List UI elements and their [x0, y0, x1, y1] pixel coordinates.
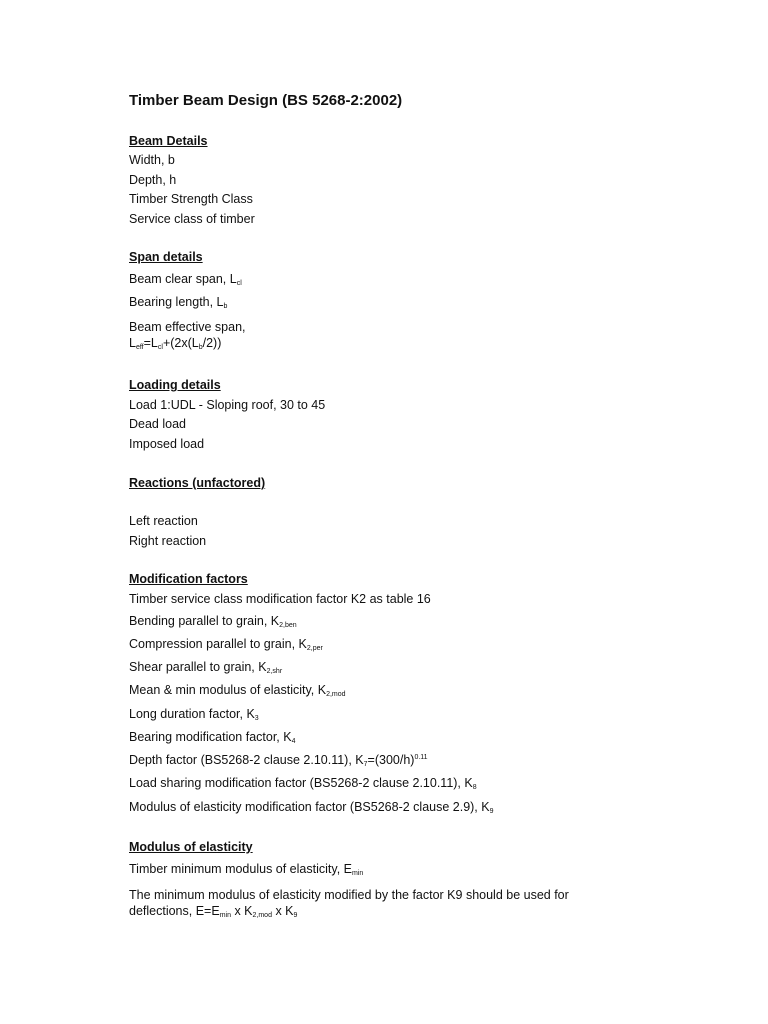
loading-details-heading: Loading details	[129, 378, 221, 392]
load1-label: Load 1:UDL - Sloping roof, 30 to 45	[129, 398, 326, 412]
formula-sub-cl: cl	[157, 344, 163, 351]
modulus-factor-label	[129, 799, 494, 815]
modification-factors-heading: Modification factors	[129, 572, 248, 586]
formula-mid: +(2x(L	[162, 336, 199, 350]
imposed-load-label: Imposed load	[129, 437, 205, 451]
modulus-k2-label	[129, 682, 346, 698]
bearing-length-text: Bearing length, L	[129, 295, 224, 309]
bearing-length-label	[129, 294, 227, 310]
emin-label	[129, 861, 363, 877]
bending-subscript: 2,ben	[279, 622, 297, 629]
formula-end: /2))	[202, 336, 222, 350]
bearing-factor-text: Bearing modification factor, K	[129, 730, 292, 744]
effective-span-label: Beam effective span,	[129, 320, 246, 334]
note-x1: x K	[230, 904, 253, 918]
formula-sub-b: b	[198, 344, 203, 351]
reactions-heading: Reactions (unfactored)	[129, 476, 266, 490]
depth-factor-text: Depth factor (BS5268-2 clause 2.10.11), K	[129, 753, 364, 767]
note-line-2	[129, 903, 297, 919]
depth-factor-mid: =(300/h)	[367, 753, 415, 767]
service-class-label: Service class of timber	[129, 212, 255, 226]
depth-factor-label	[129, 752, 428, 768]
modulus-factor-text: Modulus of elasticity modification factor (BS5268-2 clause 2.9), K	[129, 800, 490, 814]
clear-span-text: Beam clear span, L	[129, 272, 237, 286]
depth-label: Depth, h	[129, 173, 177, 187]
page-title: Timber Beam Design (BS 5268-2:2002)	[129, 92, 403, 109]
bearing-factor-subscript: 4	[291, 738, 296, 745]
right-reaction-label: Right reaction	[129, 534, 207, 548]
note-deflections-text: deflections, E=E	[129, 904, 220, 918]
shear-text: Shear parallel to grain, K	[129, 660, 267, 674]
emin-text: Timber minimum modulus of elasticity, E	[129, 862, 352, 876]
depth-factor-subscript: 7	[363, 761, 368, 768]
shear-label	[129, 659, 282, 675]
emin-subscript: min	[351, 870, 364, 877]
beam-details-heading: Beam Details	[129, 134, 208, 148]
shear-subscript: 2,shr	[266, 668, 283, 675]
modulus-k2-text: Mean & min modulus of elasticity, K	[129, 683, 327, 697]
note-sub-mod: 2,mod	[252, 912, 272, 919]
bearing-factor-label	[129, 729, 296, 745]
long-duration-subscript: 3	[254, 715, 259, 722]
long-duration-text: Long duration factor, K	[129, 707, 255, 721]
k2-label: Timber service class modification factor K2 as table 16	[129, 592, 431, 606]
depth-factor-exponent: 0.11	[414, 754, 428, 761]
compression-text: Compression parallel to grain, K	[129, 637, 307, 651]
modulus-elasticity-heading: Modulus of elasticity	[129, 840, 253, 854]
load-sharing-label	[129, 775, 477, 791]
width-label: Width, b	[129, 153, 175, 167]
clear-span-label	[129, 271, 242, 287]
formula-l: L	[129, 336, 136, 350]
left-reaction-label: Left reaction	[129, 514, 198, 528]
strength-class-label: Timber Strength Class	[129, 192, 253, 206]
long-duration-label	[129, 706, 259, 722]
formula-eq: =L	[143, 336, 158, 350]
modulus-factor-subscript: 9	[489, 808, 494, 815]
compression-subscript: 2,per	[306, 645, 323, 652]
span-details-heading: Span details	[129, 250, 203, 264]
clear-span-subscript: cl	[236, 280, 242, 287]
bending-label	[129, 613, 297, 629]
compression-label	[129, 636, 323, 652]
note-line-1: The minimum modulus of elasticity modified by the factor K9 should be used for	[129, 888, 569, 902]
note-x2: x K	[271, 904, 294, 918]
modulus-k2-subscript: 2,mod	[326, 691, 346, 698]
dead-load-label: Dead load	[129, 417, 186, 431]
bending-text: Bending parallel to grain, K	[129, 614, 280, 628]
note-sub-min: min	[219, 912, 231, 919]
load-sharing-subscript: 8	[472, 784, 477, 791]
formula-sub-eff: eff	[135, 344, 144, 351]
note-sub-9: 9	[293, 912, 298, 919]
load-sharing-text: Load sharing modification factor (BS5268-2 clause 2.10.11), K	[129, 776, 473, 790]
effective-span-formula	[129, 335, 221, 351]
bearing-length-subscript: b	[223, 303, 228, 310]
